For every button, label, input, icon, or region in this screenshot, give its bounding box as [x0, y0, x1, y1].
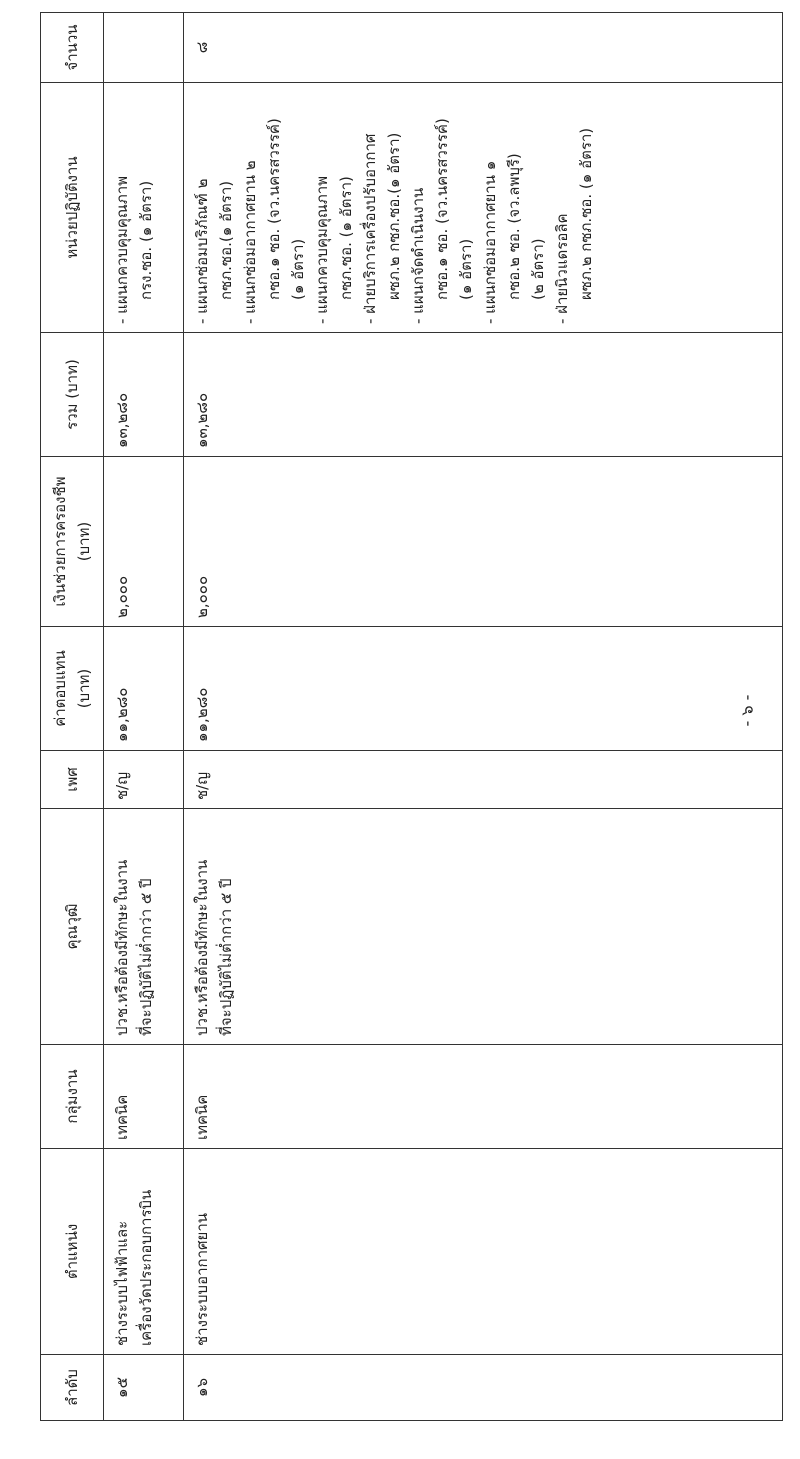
qualification-line: ที่จะปฏิบัติไม่ต่ำกว่า ๕ ปี — [217, 878, 235, 1036]
cell-sex: ช/ญ — [184, 751, 783, 809]
unit-name: - แผนกจัดดำเนินงาน — [409, 187, 427, 324]
unit-list — [190, 91, 598, 324]
cell-no: ๑๖ — [184, 1355, 783, 1421]
cell-sex: ช/ญ — [104, 751, 184, 809]
header-unit: หน่วยปฏิบัติงาน — [41, 83, 104, 333]
table-row — [104, 13, 184, 1421]
header-position: ตำแหน่ง — [41, 1149, 104, 1355]
header-total: รวม (บาท) — [41, 333, 104, 457]
cell-total: ๑๓,๒๘๐ — [104, 333, 184, 457]
qualification-line: ที่จะปฏิบัติไม่ต่ำกว่า ๕ ปี — [137, 878, 155, 1036]
cell-compensation: ๑๑,๒๘๐ — [104, 627, 184, 751]
unit-detail: ผซภ.๒ กซภ.ซอ.(๑ อัตรา) — [385, 132, 403, 300]
header-sex: เพศ — [41, 751, 104, 809]
header-no: ลำดับ — [41, 1355, 104, 1421]
position-line: ช่างระบบไฟฟ้าและ — [113, 1220, 131, 1346]
unit-item — [478, 91, 550, 324]
position-line: เครื่องวัดประกอบการบิน — [137, 1189, 155, 1346]
cell-qualification — [104, 809, 184, 1045]
header-allowance: เงินช่วยการครองชีพ (บาท) — [41, 457, 104, 627]
qualification-line: ปวช.หรือต้องมีทักษะในงาน — [193, 859, 211, 1036]
unit-detail: กซภ.ซอ. (๑ อัตรา) — [337, 176, 355, 300]
unit-detail: (๑ อัตรา) — [457, 238, 475, 300]
rotated-page — [40, 0, 785, 1421]
cell-unit — [104, 83, 184, 333]
position-line: ช่างระบบอากาศยาน — [193, 1212, 211, 1346]
unit-detail: กซภ.ซอ.(๑ อัตรา) — [217, 180, 235, 300]
cell-qualification — [184, 809, 783, 1045]
job-positions-table — [40, 12, 783, 1421]
unit-item — [358, 91, 406, 324]
unit-name: - แผนกควบคุมคุณภาพ — [113, 175, 131, 324]
cell-group: เทคนิค — [184, 1045, 783, 1149]
cell-position — [104, 1149, 184, 1355]
cell-count: ๘ — [184, 13, 783, 83]
unit-name: - ฝ่ายนิวแดรอลิค — [553, 213, 571, 324]
qualification-line: ปวช.หรือต้องมีทักษะในงาน — [113, 859, 131, 1036]
cell-compensation: ๑๑,๒๘๐ — [184, 627, 783, 751]
header-group: กลุ่มงาน — [41, 1045, 104, 1149]
unit-detail: กซอ.๑ ซอ. (จว.นครสวรรค์) — [433, 118, 451, 300]
unit-detail: (๒ อัตรา) — [529, 238, 547, 300]
unit-name: - แผนกซ่อมอากาศยาน ๑ — [481, 160, 499, 324]
cell-count — [104, 13, 184, 83]
unit-list — [110, 91, 158, 324]
unit-detail: กซอ.๑ ซอ. (จว.นครสวรรค์) — [265, 118, 283, 300]
header-qualification: คุณวุฒิ — [41, 809, 104, 1045]
cell-allowance: ๒,๐๐๐ — [184, 457, 783, 627]
unit-item — [190, 91, 238, 324]
cell-group: เทคนิค — [104, 1045, 184, 1149]
unit-item — [110, 91, 158, 324]
cell-position — [184, 1149, 783, 1355]
unit-item — [550, 91, 598, 324]
cell-unit — [184, 83, 783, 333]
unit-name: - ฝ่ายบริการเครื่องปรับอากาศ — [361, 133, 379, 324]
page-number-text: - ๖ - — [737, 694, 757, 726]
unit-item — [406, 91, 478, 324]
unit-detail: ผซภ.๒ กซภ.ซอ. (๑ อัตรา) — [577, 127, 595, 300]
cell-allowance: ๒,๐๐๐ — [104, 457, 184, 627]
unit-detail: กซอ.๒ ซอ. (จว.ลพบุรี) — [505, 153, 523, 300]
table-header-row — [41, 13, 104, 1421]
unit-name: - แผนกซ่อมอากาศยาน ๒ — [241, 160, 259, 324]
unit-item — [310, 91, 358, 324]
unit-detail: กรง.ซอ. (๑ อัตรา) — [137, 180, 155, 300]
cell-total: ๑๓,๒๘๐ — [184, 333, 783, 457]
unit-name: - แผนกควบคุมคุณภาพ — [313, 175, 331, 324]
unit-name: - แผนกซ่อมบริภัณฑ์ ๒ — [193, 178, 211, 324]
unit-detail: (๑ อัตรา) — [289, 238, 307, 300]
header-compensation: ค่าตอบแทน (บาท) — [41, 627, 104, 751]
cell-no: ๑๕ — [104, 1355, 184, 1421]
table-row — [184, 13, 783, 1421]
unit-item — [238, 91, 310, 324]
header-count: จำนวน — [41, 13, 104, 83]
